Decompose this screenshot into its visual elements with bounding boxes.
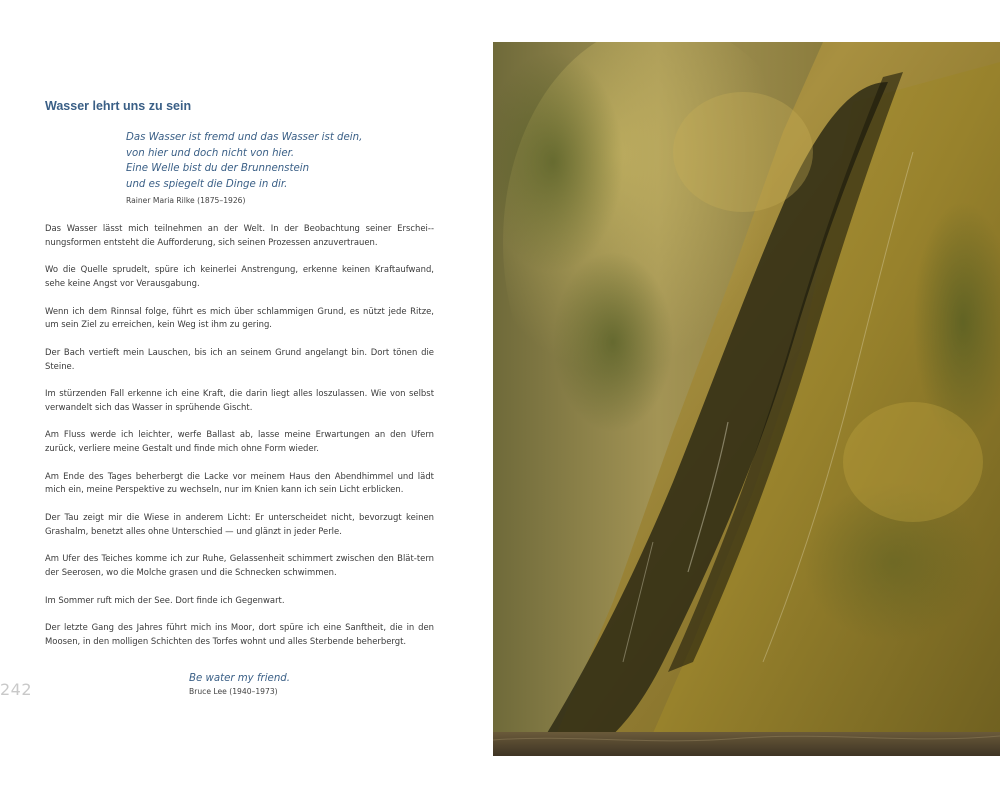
page-number: 242 (0, 680, 33, 699)
paragraph: Das Wasser lässt mich teilnehmen an der Welt. In der Beobachtung seiner Erschei-nungsformen entsteht die Aufforderung, sich seinen Prozessen anzuvertrauen. (45, 223, 434, 247)
paragraph: Im stürzenden Fall erkenne ich eine Kraft, die darin liegt alles loszulassen. Wie von selbst verwandelt sich das Wasser in sprühende Gischt. (45, 388, 434, 412)
photo-illustration (493, 42, 1000, 756)
rock-waterfall-photo (493, 42, 1000, 756)
body-text (45, 222, 434, 662)
closing-author: Bruce Lee (1940–1973) (189, 687, 278, 696)
paragraph: Der letzte Gang des Jahres führt mich ins Moor, dort spüre ich eine Sanftheit, die in den Moosen, in den molligen Schichten des Torfes wohnt und alles Sterbende beherbergt. (45, 622, 434, 646)
paragraph: Wo die Quelle sprudelt, spüre ich keinerlei Anstrengung, erkenne keinen Kraftaufwand, sehe keine Angst vor Verausgabung. (45, 264, 434, 289)
paragraph: Wenn ich dem Rinnsal folge, führt es mich über schlammigen Grund, es nützt jede Ritze, um sein Ziel zu erreichen, kein Weg ist ihm zu gering. (45, 305, 434, 330)
poem-author: Rainer Maria Rilke (1875–1926) (126, 196, 246, 205)
paragraph: Am Fluss werde ich leichter, werfe Ballast ab, lasse meine Erwartungen an den Ufern zurück, verliere meine Gestalt und finde mich ohne Form wieder. (45, 429, 434, 454)
paragraph: Am Ufer des Teiches komme ich zur Ruhe, Gelassenheit schimmert zwischen den Blät-tern der Seerosen, wo die Molche grasen und die Schnecken schwimmen. (45, 553, 434, 578)
epigraph-poem (126, 130, 446, 206)
poem-line: und es spiegelt die Dinge in dir. (126, 178, 288, 190)
paragraph: Der Bach vertieft mein Lauschen, bis ich an seinem Grund angelangt bin. Dort tönen die Steine. (45, 346, 434, 371)
poem-line: Das Wasser ist fremd und das Wasser ist dein, (126, 132, 363, 143)
paragraph: Am Ende des Tages beherbergt die Lacke vor meinem Haus den Abendhimmel und lädt mich ein, meine Perspektive zu wechseln, nur im Knien kann ich sein Licht erblicken. (45, 470, 434, 495)
poem-line: von hier und doch nicht von hier. (126, 147, 295, 159)
closing-quote-block (189, 671, 439, 697)
left-page (0, 0, 492, 800)
paragraph: Der Tau zeigt mir die Wiese in anderem Licht: Er unterscheidet nicht, bevorzugt keinen Grashalm, benetzt alles ohne Unterschied — und glänzt in jeder Perle. (45, 511, 434, 536)
closing-quote: Be water my friend. (189, 673, 290, 684)
paragraph: Im Sommer ruft mich der See. Dort finde ich Gegenwart. (45, 594, 285, 605)
section-heading: Wasser lehrt uns zu sein (45, 99, 192, 113)
poem-line: Eine Welle bist du der Brunnenstein (126, 163, 310, 174)
